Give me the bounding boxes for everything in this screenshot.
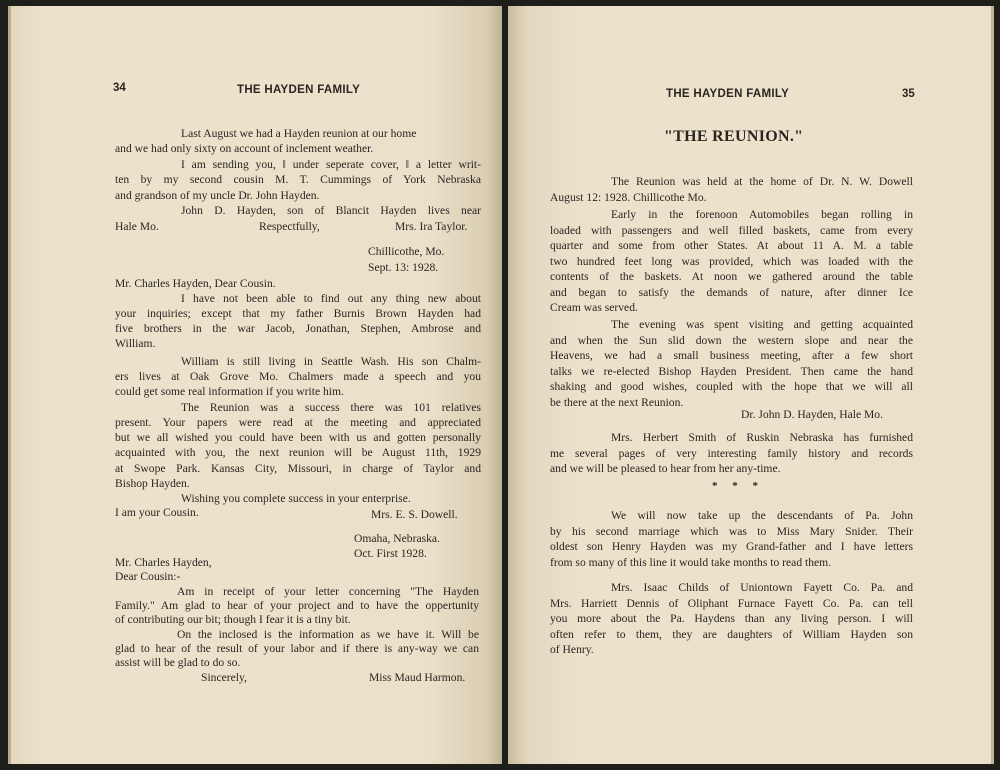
text-line: Heavens, we had a small business meeting, after a few short	[550, 349, 913, 362]
letter-salutation: Mr. Charles Hayden,	[115, 556, 212, 569]
text-line: five brothers in the war Jacob, Jonathan, Stephen, Ambrose and	[115, 322, 481, 335]
text-line: Wishing you complete success in your enterprise.	[181, 492, 411, 505]
running-head: THE HAYDEN FAMILY	[666, 88, 790, 100]
text-line: Cream was served.	[550, 301, 638, 314]
text-line: assist will be glad to do so.	[115, 656, 241, 669]
text-line: Bishop Hayden.	[115, 477, 190, 490]
signature-name: Dr. John D. Hayden, Hale Mo.	[741, 408, 884, 421]
text-line: William.	[115, 337, 156, 350]
signature-name: Mrs. E. S. Dowell.	[371, 508, 458, 521]
text-line: you more about the Pa. Haydens than any living person. I will	[550, 612, 913, 625]
text-line: The Reunion was a success there was 101 relatives	[181, 401, 481, 414]
text-line: shaking and good wishes, coupled with the hope that we will all	[550, 380, 913, 393]
text-line: and grandson of my uncle Dr. John Hayden.	[115, 189, 320, 202]
text-line: I have not been able to find out any thing new about	[181, 292, 481, 305]
letter-date: Oct. First 1928.	[354, 547, 427, 560]
text-line: could get some real information if you write him.	[115, 385, 344, 398]
letter-salutation: Mr. Charles Hayden, Dear Cousin.	[115, 277, 276, 290]
text-line: by his second marriage which was to Miss Mary Snider. Their	[550, 525, 913, 538]
signature-closing: Respectfully,	[259, 220, 320, 233]
signature-closing: I am your Cousin.	[115, 506, 199, 519]
text-line: Mrs. Harriett Dennis of Oliphant Furnace Fayett Co. Pa. can tell	[550, 597, 913, 610]
text-line: talks we re-elected Bishop Hayden President. Then came the hand	[550, 365, 913, 378]
text-line: me several pages of very interesting family history and records	[550, 447, 913, 460]
text-line: two hundred feet long was provided, which was loaded with the	[550, 255, 913, 268]
text-line: Last August we had a Hayden reunion at our home	[181, 127, 417, 140]
text-line: be there at the next Reunion.	[550, 396, 684, 409]
running-head: THE HAYDEN FAMILY	[237, 84, 361, 96]
text-line: William is still living in Seattle Wash. His son Chalm-	[181, 355, 481, 368]
text-line: Mrs. Herbert Smith of Ruskin Nebraska has furnished	[611, 431, 913, 444]
letter-salutation: Dear Cousin:-	[115, 570, 181, 583]
text-line: of contributing our bit; though I fear it is a tiny bit.	[115, 613, 351, 626]
text-line: from so many of this line it would take months to read them.	[550, 556, 832, 569]
letter-place: Chillicothe, Mo.	[368, 245, 445, 258]
text-line: and when the Sun slid down the western slope and near the	[550, 334, 913, 347]
left-page	[8, 6, 502, 764]
signature-name: Mrs. Ira Taylor.	[395, 220, 468, 233]
signature-closing: Sincerely,	[201, 671, 247, 684]
right-page	[508, 6, 994, 764]
text-line: We will now take up the descendants of Pa. John	[611, 509, 913, 522]
page-number: 34	[113, 82, 126, 94]
text-line: Family." Am glad to hear of your project and to have the oppertunity	[115, 599, 479, 612]
text-line: and we will be pleased to hear from her any-time.	[550, 462, 781, 475]
section-separator: * * *	[712, 480, 764, 492]
text-line: your inquiries; except that my father Burnis Brown Hayden had	[115, 307, 481, 320]
page-number: 35	[902, 88, 915, 100]
text-line: contents of the baskets. At noon we gathered around the table	[550, 270, 913, 283]
text-line: August 12: 1928. Chillicothe Mo.	[550, 191, 707, 204]
signature-place: Hale Mo.	[115, 220, 159, 233]
text-line: oldest son Henry Hayden was my Grand-father and I have letters	[550, 540, 913, 553]
text-line: I am sending you, ‖ under seperate cover, ‖ a letter writ-	[181, 158, 481, 171]
text-line: Mrs. Isaac Childs of Uniontown Fayett Co. Pa. and	[611, 581, 913, 594]
text-line: and began to satisfy the demands of nature, after dinner Ice	[550, 286, 913, 299]
text-line: ers lives at Oak Grove Mo. Chalmers made a speech and you	[115, 370, 481, 383]
text-line: present. Your papers were read at the meeting and appreciated	[115, 416, 481, 429]
text-line: loaded with passengers and well filled baskets, came from every	[550, 224, 913, 237]
text-line: of Henry.	[550, 643, 594, 656]
text-line: often refer to them, they are daughters of William Hayden son	[550, 628, 913, 641]
text-line: and we had only sixty on account of inclement weather.	[115, 142, 374, 155]
text-line: On the inclosed is the information as we have it. Will be	[177, 628, 479, 641]
text-line: but we all wished you could have been with us and gotten personally	[115, 431, 481, 444]
text-line: The evening was spent visiting and getting acquainted	[611, 318, 913, 331]
text-line: quarter and some from other States. At about 11 A. M. a table	[550, 239, 913, 252]
text-line: John D. Hayden, son of Blancit Hayden lives near	[181, 204, 481, 217]
text-line: glad to hear of the result of your labor and if there is any-way we can	[115, 642, 479, 655]
text-line: acquainted with you, the next reunion will be August 11th, 1929	[115, 446, 481, 459]
letter-date: Sept. 13: 1928.	[368, 261, 439, 274]
text-line: Early in the forenoon Automobiles began rolling in	[611, 208, 913, 221]
letter-place: Omaha, Nebraska.	[354, 532, 440, 545]
text-line: at Swope Park. Kansas City, Missouri, in charge of Taylor and	[115, 462, 481, 475]
chapter-title: "THE REUNION."	[664, 128, 804, 145]
text-line: The Reunion was held at the home of Dr. N. W. Dowell	[611, 175, 913, 188]
text-line: ten by my second cousin M. T. Cummings of York Nebraska	[115, 173, 481, 186]
signature-name: Miss Maud Harmon.	[369, 671, 466, 684]
text-line: Am in receipt of your letter concerning "The Hayden	[177, 585, 479, 598]
